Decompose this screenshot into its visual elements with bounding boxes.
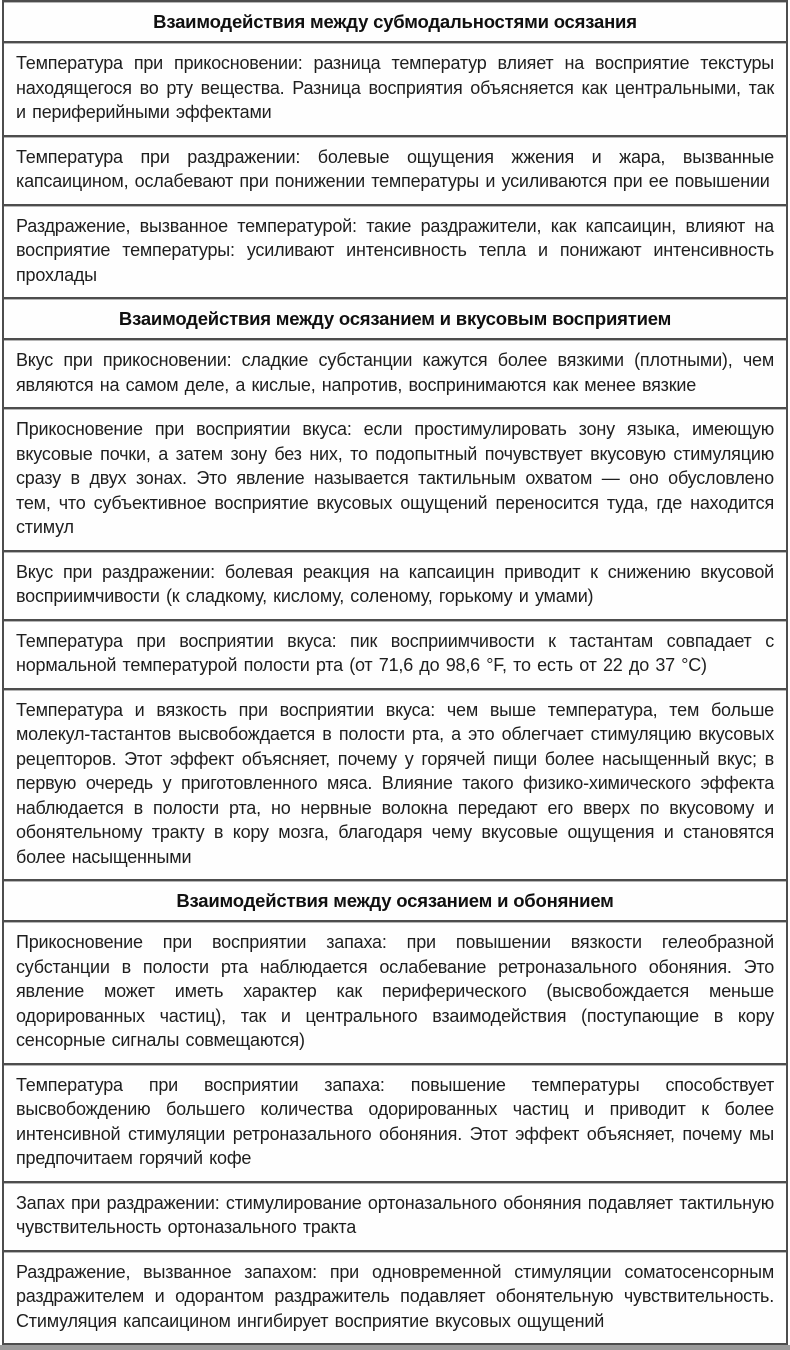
- table-row: [3, 880, 787, 921]
- section-header-touch-taste: Взаимодействия между осязанием и вкусовым восприятием: [3, 298, 787, 339]
- table-row: [3, 136, 787, 205]
- table-cell-taste-on-touch: Вкус при прикосновении: сладкие субстанции кажутся более вязкими (плотными), чем являются на самом деле, а кислые, напротив, воспринимаются как менее вязкие: [3, 339, 787, 408]
- table-cell-smell-on-irritation: Запах при раздражении: стимулирование ортоназального обоняния подавляет тактильную чувствительность ортоназального тракта: [3, 1182, 787, 1251]
- table-row: [3, 298, 787, 339]
- table-cell-touch-on-taste: Прикосновение при восприятии вкуса: если простимулировать зону языка, имеющую вкусовые почки, а затем зону без них, то подопытный почувствует вкусовую стимуляцию сразу в двух зонах. Это явление называется тактильным охватом — оно обусловлено тем, что субъективное восприятие вкусовых ощущений переносится туда, где находится стимул: [3, 408, 787, 551]
- table-row: [3, 1182, 787, 1251]
- table-cell-temperature-on-taste: Температура при восприятии вкуса: пик восприимчивости к тастантам совпадает с нормальной температурой полости рта (от 71,6 до 98,6 °F, то есть от 22 до 37 °C): [3, 620, 787, 689]
- table-cell-temperature-on-smell: Температура при восприятии запаха: повышение температуры способствует высвобождению большего количества одорированных частиц и приводит к более интенсивной стимуляции ретроназального обоняния. Этот эффект объясняет, почему мы предпочитаем горячий кофе: [3, 1064, 787, 1182]
- section-header-touch-submodalities: Взаимодействия между субмодальностями осязания: [3, 1, 787, 42]
- table-row: [3, 1, 787, 42]
- table-row: [3, 620, 787, 689]
- table-cell-taste-on-irritation: Вкус при раздражении: болевая реакция на капсаицин приводит к снижению вкусовой восприимчивости (к сладкому, кислому, соленому, горькому и умами): [3, 551, 787, 620]
- sensory-interactions-table: [2, 0, 788, 1345]
- table-cell-irritation-from-temperature: Раздражение, вызванное температурой: такие раздражители, как капсаицин, влияют на восприятие температуры: усиливают интенсивность тепла и понижают интенсивность прохлады: [3, 205, 787, 299]
- table-row: [3, 42, 787, 136]
- section-header-touch-smell: Взаимодействия между осязанием и обонянием: [3, 880, 787, 921]
- table-row: [3, 339, 787, 408]
- table-row: [3, 408, 787, 551]
- table-cell-touch-on-smell: Прикосновение при восприятии запаха: при повышении вязкости гелеобразной субстанции в полости рта наблюдается ослабевание ретроназального обоняния. Это явление может иметь характер как периферического (высвобождается меньше одорированных частиц), так и центрального взаимодействия (поступающие в кору сенсорные сигналы совмещаются): [3, 921, 787, 1064]
- table-cell-temperature-on-touch: Температура при прикосновении: разница температур влияет на восприятие текстуры находящегося во рту вещества. Разница восприятия объясняется как центральными, так и периферийными эффектами: [3, 42, 787, 136]
- table-cell-temperature-on-irritation: Температура при раздражении: болевые ощущения жжения и жара, вызванные капсаицином, ослабевают при понижении температуры и усиливаются при ее повышении: [3, 136, 787, 205]
- page-bottom-scan-strip: [0, 1345, 790, 1350]
- table-row: [3, 205, 787, 299]
- table-cell-temperature-viscosity-on-taste: Температура и вязкость при восприятии вкуса: чем выше температура, тем больше молекул-тастантов высвобождается в полости рта, а это облегчает стимуляцию вкусовых рецепторов. Этот эффект объясняет, почему у горячей пищи более насыщенный вкус; в первую очередь у приготовленного мяса. Влияние такого физико-химического эффекта наблюдается в полости рта, но нервные волокна передают его вверх по вкусовому и обонятельному тракту в кору мозга, благодаря чему вкусовые ощущения и становятся более насыщенными: [3, 689, 787, 881]
- table-cell-irritation-from-smell: Раздражение, вызванное запахом: при одновременной стимуляции соматосенсорным раздражителем и одорантом раздражитель подавляет обонятельную чувствительность. Стимуляция капсаицином ингибирует восприятие вкусовых ощущений: [3, 1251, 787, 1345]
- table-row: [3, 1064, 787, 1182]
- table-row: [3, 551, 787, 620]
- table-row: [3, 689, 787, 881]
- table-row: [3, 921, 787, 1064]
- table-row: [3, 1251, 787, 1345]
